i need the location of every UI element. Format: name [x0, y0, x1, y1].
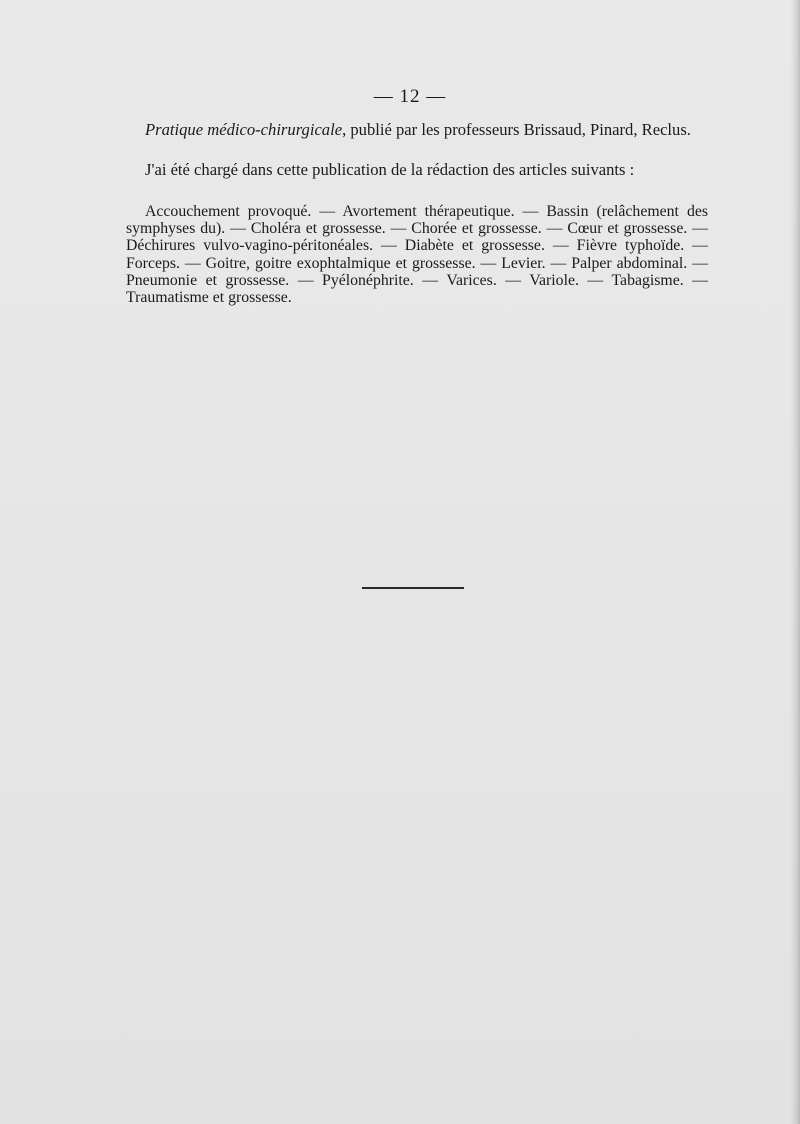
articles-list: Accouchement provoqué. — Avortement thérapeutique. — Bassin (relâchement des symphyses du). — Choléra et grossesse. — Chorée et grossesse. — Cœur et grossesse. — Déchirures vulvo-vagino-péritonéales. — Diabète et grossesse. — Fièvre typhoïde. — Forceps. — Goitre, goitre exophtalmique et grossesse. — Levier. — Palper abdominal. — Pneumonie et grossesse. — Pyélonéphrite. — Varices. — Variole. — Tabagisme. — Traumatisme et grossesse.	[126, 203, 708, 307]
charged-text: J'ai été chargé dans cette publication de la rédaction des articles suivants :	[145, 160, 635, 179]
articles-paragraph	[126, 203, 708, 306]
charged-paragraph	[126, 160, 708, 180]
end-rule	[362, 587, 464, 589]
page-number: — 12 —	[373, 86, 447, 107]
intro-paragraph	[126, 120, 708, 140]
publication-title: Pratique médico-chirurgicale	[145, 120, 343, 139]
page-edge-shadow	[790, 0, 800, 1124]
intro-rest: , publié par les professeurs Brissaud, Pinard, Reclus.	[342, 120, 691, 139]
